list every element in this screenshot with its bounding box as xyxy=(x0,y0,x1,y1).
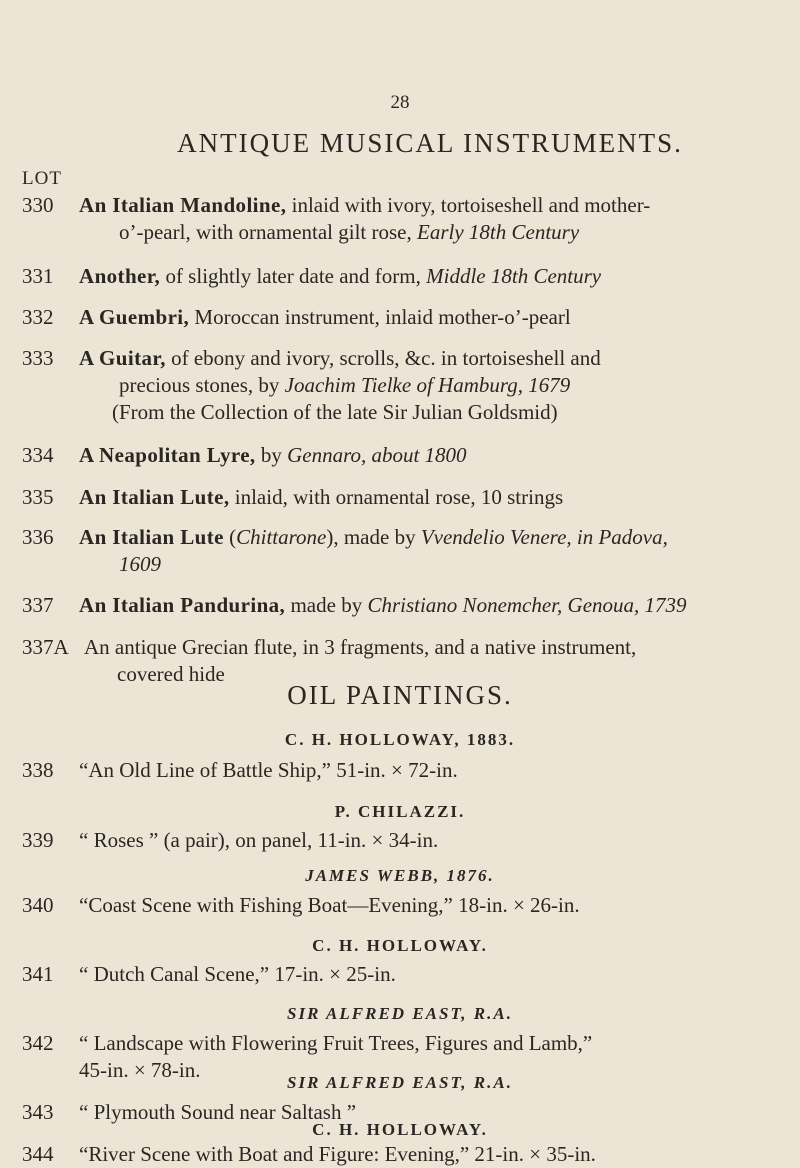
lot-title: An Italian Pandurina, xyxy=(79,593,286,617)
lot-number: 332 xyxy=(22,305,54,329)
lot-number: 342 xyxy=(22,1031,54,1055)
lot-instrument-name: Chittarone xyxy=(236,525,327,549)
lot-number: 344 xyxy=(22,1142,54,1166)
lot-number: 336 xyxy=(22,525,54,549)
lot-text: inlaid with ivory, tortoiseshell and mother- xyxy=(286,193,651,217)
lot-description xyxy=(79,484,563,511)
lot-maker: Christiano Nonemcher, Genoua, 1739 xyxy=(367,593,687,617)
lot-title: An Italian Mandoline, xyxy=(79,193,287,217)
artist-name: C. H. HOLLOWAY. xyxy=(312,936,488,955)
lot-title: A Guembri, xyxy=(79,305,190,329)
section-heading-paintings: OIL PAINTINGS. xyxy=(287,680,513,710)
lot-maker: Gennaro, about 1800 xyxy=(287,443,467,467)
lot-maker: Vvendelio Venere, in Padova, xyxy=(420,525,668,549)
lot-number: 335 xyxy=(22,485,54,509)
page-number: 28 xyxy=(390,92,410,113)
lot-title: A Neapolitan Lyre, xyxy=(79,443,256,467)
painting-title: “ Plymouth Sound near Saltash ” xyxy=(79,1100,357,1124)
lot-title: An Italian Lute, xyxy=(79,485,230,509)
lot-column-header: LOT xyxy=(22,168,62,189)
lot-text-line2: precious stones, by xyxy=(119,373,285,397)
painting-title: “An Old Line of Battle Ship,” 51-in. × 72-in. xyxy=(79,758,458,782)
artist-name: C. H. HOLLOWAY, 1883. xyxy=(284,730,516,749)
lot-text: of ebony and ivory, scrolls, &c. in tortoiseshell and xyxy=(165,346,601,370)
lot-text-line2: o’-pearl, with ornamental gilt rose, xyxy=(119,220,417,244)
artist-name: SIR ALFRED EAST, R.A. xyxy=(287,1004,513,1023)
lot-text-line2: covered hide xyxy=(117,662,225,686)
lot-description xyxy=(79,304,571,331)
lot-number: 337 xyxy=(22,593,54,617)
artist-name: P. CHILAZZI. xyxy=(334,802,466,821)
lot-date: Middle 18th Century xyxy=(426,264,602,288)
lot-number: 341 xyxy=(22,962,54,986)
painting-title: “ Dutch Canal Scene,” 17-in. × 25-in. xyxy=(79,962,396,986)
artist-name: JAMES WEBB, 1876. xyxy=(305,866,495,885)
lot-text: An antique Grecian flute, in 3 fragments, and a native instrument, xyxy=(84,635,637,659)
lot-text: ( xyxy=(223,525,237,549)
painting-title-line1: “ Landscape with Flowering Fruit Trees, Figures and Lamb,” xyxy=(79,1031,593,1055)
painting-dimensions: 45-in. × 78-in. xyxy=(79,1058,201,1082)
painting-title: “River Scene with Boat and Figure: Evening,” 21-in. × 35-in. xyxy=(79,1142,596,1166)
lot-title: An Italian Lute xyxy=(79,525,224,549)
artist-name: SIR ALFRED EAST, R.A. xyxy=(287,1073,513,1092)
lot-provenance: (From the Collection of the late Sir Julian Goldsmid) xyxy=(112,400,558,424)
lot-number: 331 xyxy=(22,264,54,288)
lot-description xyxy=(79,192,650,246)
lot-number: 339 xyxy=(22,828,54,852)
painting-title: “ Roses ” (a pair), on panel, 11-in. × 34-in. xyxy=(79,828,439,852)
lot-description xyxy=(79,524,668,578)
lot-number: 330 xyxy=(22,193,54,217)
lot-number: 334 xyxy=(22,443,54,467)
lot-number: 337A xyxy=(22,635,69,659)
lot-text: Moroccan instrument, inlaid mother-o’-pearl xyxy=(189,305,571,329)
lot-text: by xyxy=(255,443,288,467)
lot-description xyxy=(79,592,687,619)
lot-date: Early 18th Century xyxy=(417,220,580,244)
lot-title: A Guitar, xyxy=(79,346,166,370)
section-heading-instruments: ANTIQUE MUSICAL INSTRUMENTS. xyxy=(177,128,683,158)
lot-maker: Joachim Tielke of Hamburg, 1679 xyxy=(284,373,571,397)
lot-text-cont: ), made by xyxy=(326,525,421,549)
lot-description xyxy=(79,442,467,469)
lot-number: 338 xyxy=(22,758,54,782)
lot-text: of slightly later date and form, xyxy=(160,264,427,288)
lot-number: 333 xyxy=(22,346,54,370)
lot-date: 1609 xyxy=(119,552,161,576)
lot-description xyxy=(79,263,601,290)
lot-text: made by xyxy=(285,593,368,617)
lot-description xyxy=(79,345,601,426)
lot-title: Another, xyxy=(79,264,161,288)
artist-name: C. H. HOLLOWAY. xyxy=(312,1120,488,1139)
lot-number: 343 xyxy=(22,1100,54,1124)
lot-text: inlaid, with ornamental rose, 10 strings xyxy=(229,485,564,509)
lot-number: 340 xyxy=(22,893,54,917)
painting-title: “Coast Scene with Fishing Boat—Evening,” 18-in. × 26-in. xyxy=(79,893,580,917)
